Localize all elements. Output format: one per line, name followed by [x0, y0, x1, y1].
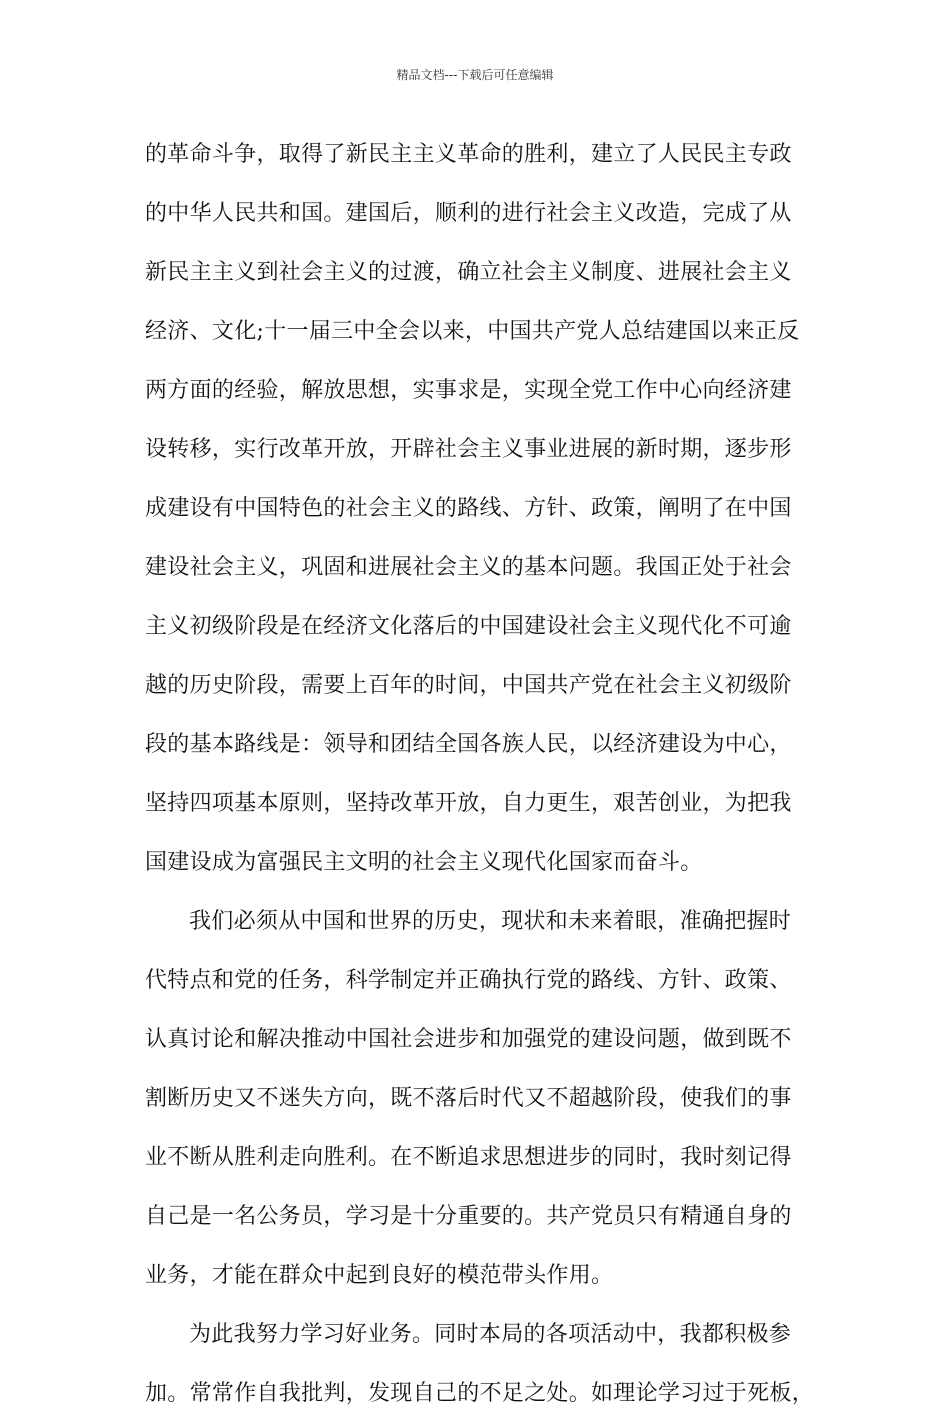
text-line: 新民主主义到社会主义的过渡，确立社会主义制度、进展社会主义 — [145, 260, 792, 285]
text-line: 坚持四项基本原则，坚持改革开放，自力更生，艰苦创业，为把我 — [145, 791, 792, 816]
text-line: 的中华人民共和国。建国后，顺利的进行社会主义改造，完成了从 — [145, 201, 792, 226]
paragraph — [145, 1305, 815, 1423]
text-line: 认真讨论和解决推动中国社会进步和加强党的建设问题，做到既不 — [145, 1027, 792, 1052]
text-line: 割断历史又不迷失方向，既不落后时代又不超越阶段，使我们的事 — [145, 1086, 792, 1111]
text-line: 业务，才能在群众中起到良好的模范带头作用。 — [145, 1263, 614, 1288]
text-line: 两方面的经验，解放思想，实事求是，实现全党工作中心向经济建 — [145, 378, 792, 403]
paragraph — [145, 125, 810, 892]
paragraph — [145, 892, 810, 1305]
page-header: 精品文档---下载后可任意编辑 — [396, 68, 554, 82]
text-line: 为此我努力学习好业务。同时本局的各项活动中，我都积极参 — [189, 1322, 792, 1347]
text-line: 越的历史阶段，需要上百年的时间，中国共产党在社会主义初级阶 — [145, 673, 792, 698]
text-line: 成建设有中国特色的社会主义的路线、方针、政策，阐明了在中国 — [145, 496, 792, 521]
text-line: 业不断从胜利走向胜利。在不断追求思想进步的同时，我时刻记得 — [145, 1145, 792, 1170]
text-line: 段的基本路线是：领导和团结全国各族人民，以经济建设为中心， — [145, 732, 792, 757]
text-line: 主义初级阶段是在经济文化落后的中国建设社会主义现代化不可逾 — [145, 614, 792, 639]
text-line: 的革命斗争，取得了新民主主义革命的胜利，建立了人民民主专政 — [145, 142, 792, 167]
text-line: 代特点和党的任务，科学制定并正确执行党的路线、方针、政策、 — [145, 968, 792, 993]
text-line: 设转移，实行改革开放，开辟社会主义事业进展的新时期，逐步形 — [145, 437, 792, 462]
text-line: 加。常常作自我批判，发现自己的不足之处。如理论学习过于死板， — [145, 1381, 815, 1406]
document-body — [145, 125, 815, 1423]
text-line: 建设社会主义，巩固和进展社会主义的基本问题。我国正处于社会 — [145, 555, 792, 580]
text-line: 自己是一名公务员，学习是十分重要的。共产党员只有精通自身的 — [145, 1204, 792, 1229]
text-line: 经济、文化;十一届三中全会以来，中国共产党人总结建国以来正反 — [145, 319, 800, 344]
text-line: 国建设成为富强民主文明的社会主义现代化国家而奋斗。 — [145, 850, 703, 875]
text-line: 我们必须从中国和世界的历史，现状和未来着眼，准确把握时 — [189, 909, 792, 934]
